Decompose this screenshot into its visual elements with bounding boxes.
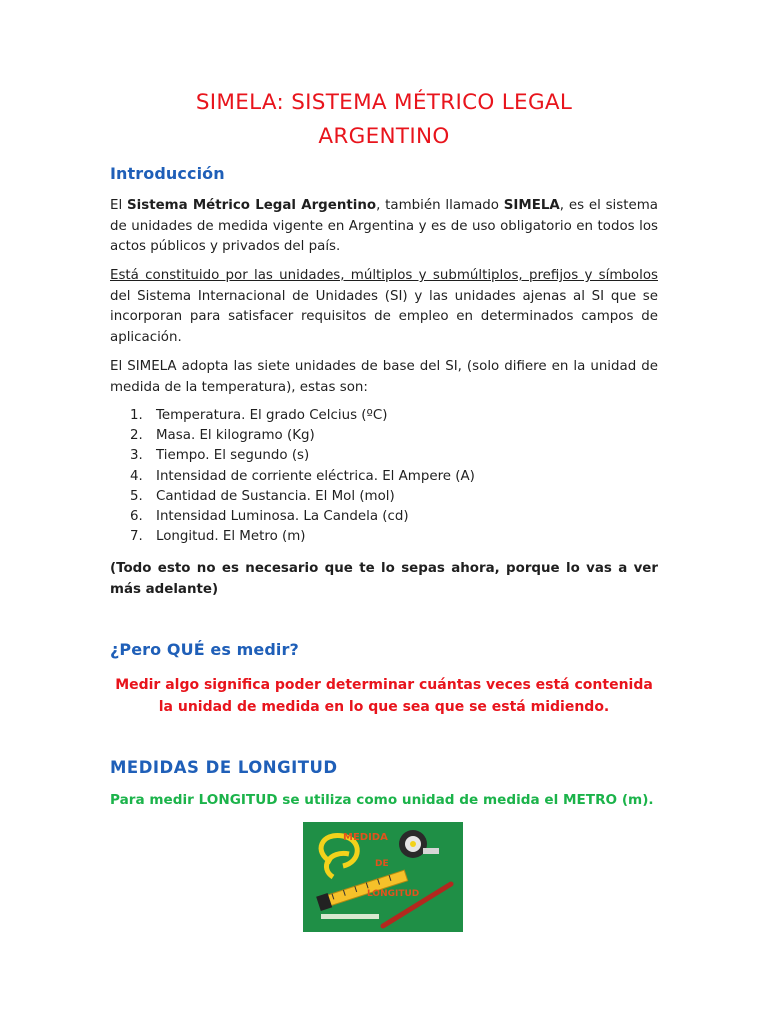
list-text: Intensidad de corriente eléctrica. El Ampere (A) — [156, 468, 475, 484]
image-text-medida: MEDIDA — [343, 832, 388, 843]
list-number: 4. — [130, 468, 143, 484]
base-unit-item — [130, 426, 475, 446]
base-unit-item — [130, 406, 475, 426]
list-text: Longitud. El Metro (m) — [156, 529, 306, 545]
document-title — [110, 86, 658, 154]
intro-paragraph-1: El Sistema Métrico Legal Argentino, también llamado SIMELA, es el sistema de unidades de medida vigente en Argentina y es de uso obligatorio en todos los actos públicos y privados del país. — [110, 198, 658, 254]
measuring-tools-illustration — [303, 822, 463, 932]
list-text: Temperatura. El grado Celcius (ºC) — [156, 408, 388, 423]
list-text: Tiempo. El segundo (s) — [156, 448, 310, 464]
image-text-de: DE — [375, 859, 389, 869]
longitud-text: Para medir LONGITUD se utiliza como unidad de medida el METRO (m). — [110, 792, 654, 808]
base-unit-item — [130, 527, 475, 547]
heading-medidas-longitud: MEDIDAS DE LONGITUD — [110, 758, 338, 777]
term-simela: SIMELA — [503, 198, 560, 213]
list-number: 5. — [130, 488, 143, 504]
image-text-longitud: LONGITUD — [367, 889, 420, 899]
base-units-list — [130, 406, 475, 547]
title-line-2: ARGENTINO — [318, 124, 450, 149]
heading-introduccion: Introducción — [110, 164, 225, 183]
list-number: 3. — [130, 448, 143, 464]
medida-longitud-image — [303, 822, 463, 932]
list-number: 7. — [130, 529, 143, 545]
base-unit-item — [130, 507, 475, 527]
list-number: 1. — [130, 408, 143, 423]
base-unit-item — [130, 446, 475, 466]
list-text: Masa. El kilogramo (Kg) — [156, 428, 315, 444]
underlined-phrase: Está constituido por las unidades, múltiplos y submúltiplos, prefijos y símbolos — [110, 268, 658, 283]
list-text: Intensidad Luminosa. La Candela (cd) — [156, 509, 409, 525]
list-number: 6. — [130, 509, 143, 525]
term-simela-full: Sistema Métrico Legal Argentino — [126, 198, 377, 213]
medir-definition: Medir algo significa poder determinar cuántas veces está contenida la unidad de medida en lo que sea que se está midiendo. — [115, 677, 653, 715]
title-line-1: SIMELA: SISTEMA MÉTRICO LEGAL — [195, 90, 573, 115]
list-number: 2. — [130, 428, 143, 444]
heading-que-es-medir: ¿Pero QUÉ es medir? — [110, 640, 299, 659]
list-text: Cantidad de Sustancia. El Mol (mol) — [156, 488, 395, 504]
intro-paragraph-2: Está constituido por las unidades, múltiplos y submúltiplos, prefijos y símbolos del Sistema Internacional de Unidades (SI) y las unidades ajenas al SI que se incorporan para satisfacer requisitos de empleo en determinados campos de aplicación. — [110, 268, 658, 345]
intro-paragraph-3: El SIMELA adopta las siete unidades de base del SI, (solo difiere en la unidad de medida de la temperatura), estas son: — [110, 359, 658, 395]
base-unit-item — [130, 487, 475, 507]
base-unit-item — [130, 467, 475, 487]
note-paragraph: (Todo esto no es necesario que te lo sepas ahora, porque lo vas a ver más adelante) — [110, 561, 658, 597]
